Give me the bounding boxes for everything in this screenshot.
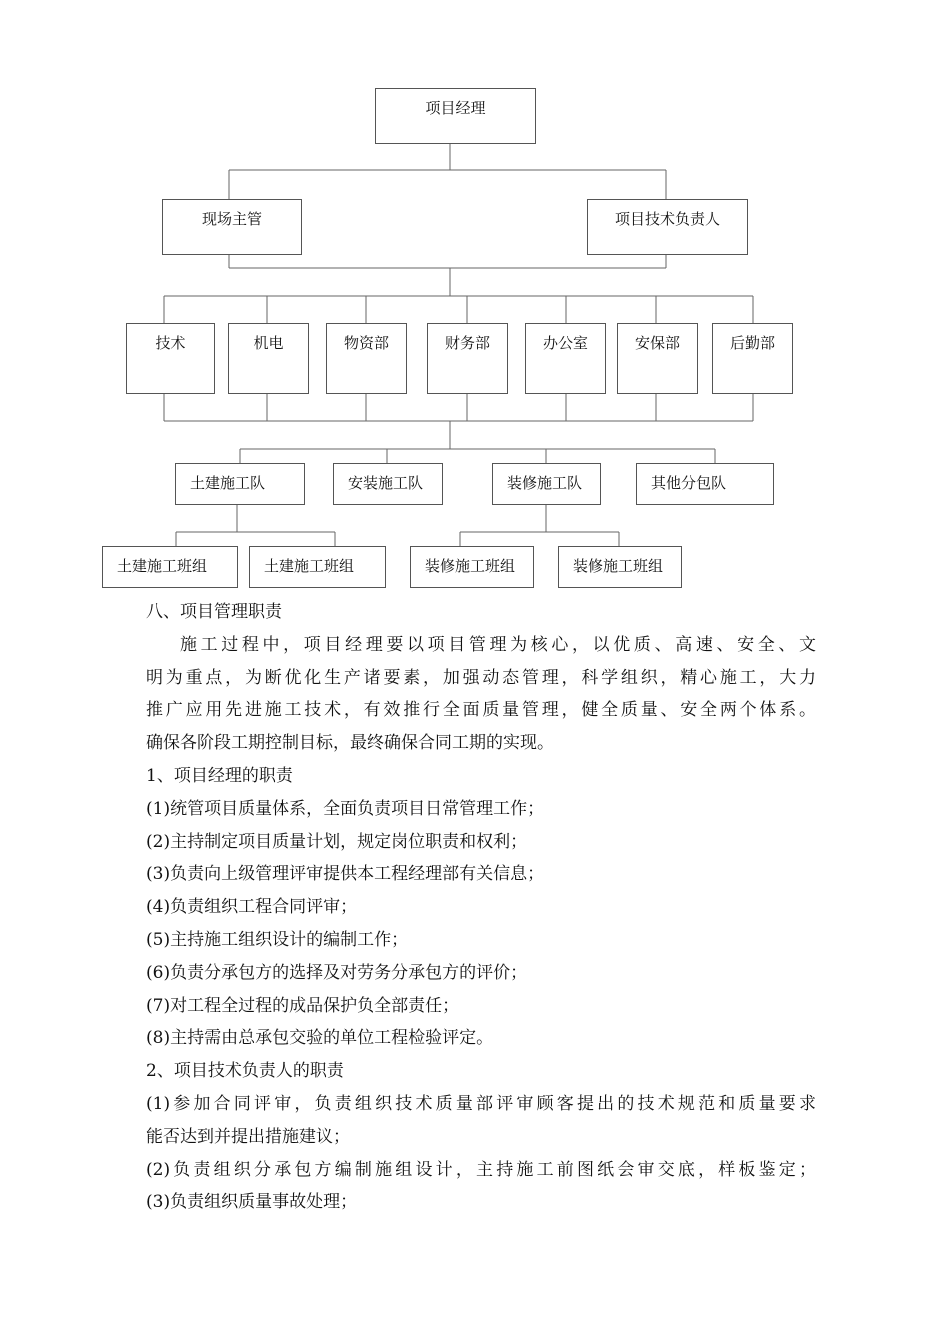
intro-line: 推广应用先进施工技术，有效推行全面质量管理，健全质量、安全两个体系。 — [146, 700, 816, 721]
list-item: (1)参加合同评审，负责组织技术质量部评审顾客提出的技术规范和质量要求 — [146, 1093, 816, 1114]
chart-node-team-civil: 土建施工队 — [175, 463, 305, 505]
chart-node-dept-technology: 技术 — [126, 323, 215, 394]
intro-line: 确保各阶段工期控制目标，最终确保合同工期的实现。 — [146, 733, 554, 754]
subsection-title-manager: 1、项目经理的职责 — [146, 765, 293, 786]
chart-node-dept-electromechanical: 机电 — [228, 323, 309, 394]
intro-paragraph — [146, 629, 816, 760]
chart-node-site-supervisor: 现场主管 — [162, 199, 302, 255]
chart-node-dept-office: 办公室 — [525, 323, 606, 394]
chart-node-dept-security: 安保部 — [617, 323, 698, 394]
section-title: 八、项目管理职责 — [146, 602, 282, 622]
intro-line: 施工过程中，项目经理要以项目管理为核心，以优质、高速、安全、文 — [180, 634, 816, 655]
list-item: (7)对工程全过程的成品保护负全部责任； — [146, 995, 460, 1016]
chart-node-dept-materials: 物资部 — [326, 323, 407, 394]
list-item: (3)负责向上级管理评审提供本工程经理部有关信息； — [146, 864, 545, 885]
technical-lead-duties-list — [146, 1088, 816, 1219]
chart-node-group-decoration-2: 装修施工班组 — [558, 546, 682, 588]
org-chart — [0, 0, 950, 600]
chart-node-dept-finance: 财务部 — [427, 323, 508, 394]
list-item: (2)主持制定项目质量计划，规定岗位职责和权利； — [146, 831, 528, 852]
chart-node-group-civil-2: 土建施工班组 — [249, 546, 386, 588]
list-item: (3)负责组织质量事故处理； — [146, 1192, 358, 1213]
chart-node-team-installation: 安装施工队 — [333, 463, 443, 505]
list-item: (2)负责组织分承包方编制施组设计，主持施工前图纸会审交底，样板鉴定； — [146, 1159, 816, 1180]
list-item: (1)统管项目质量体系，全面负责项目日常管理工作； — [146, 798, 545, 819]
list-item: 能否达到并提出措施建议； — [146, 1126, 350, 1147]
list-item: (6)负责分承包方的选择及对劳务分承包方的评价； — [146, 962, 528, 983]
list-item: (4)负责组织工程合同评审； — [146, 897, 358, 918]
intro-line: 明为重点，为断优化生产诸要素，加强动态管理，科学组织，精心施工，大力 — [146, 667, 816, 688]
subsection-title-technical-lead: 2、项目技术负责人的职责 — [146, 1061, 344, 1082]
manager-duties-list — [146, 793, 816, 1055]
chart-node-dept-logistics: 后勤部 — [712, 323, 793, 394]
chart-node-group-civil-1: 土建施工班组 — [102, 546, 238, 588]
chart-node-team-subcontract: 其他分包队 — [636, 463, 774, 505]
document-body — [146, 596, 816, 1219]
chart-node-team-decoration: 装修施工队 — [492, 463, 601, 505]
list-item: (8)主持需由总承包交验的单位工程检验评定。 — [146, 1028, 494, 1049]
list-item: (5)主持施工组织设计的编制工作； — [146, 929, 409, 950]
chart-node-group-decoration-1: 装修施工班组 — [410, 546, 534, 588]
chart-node-manager: 项目经理 — [375, 88, 536, 144]
chart-node-technical-lead: 项目技术负责人 — [587, 199, 748, 255]
